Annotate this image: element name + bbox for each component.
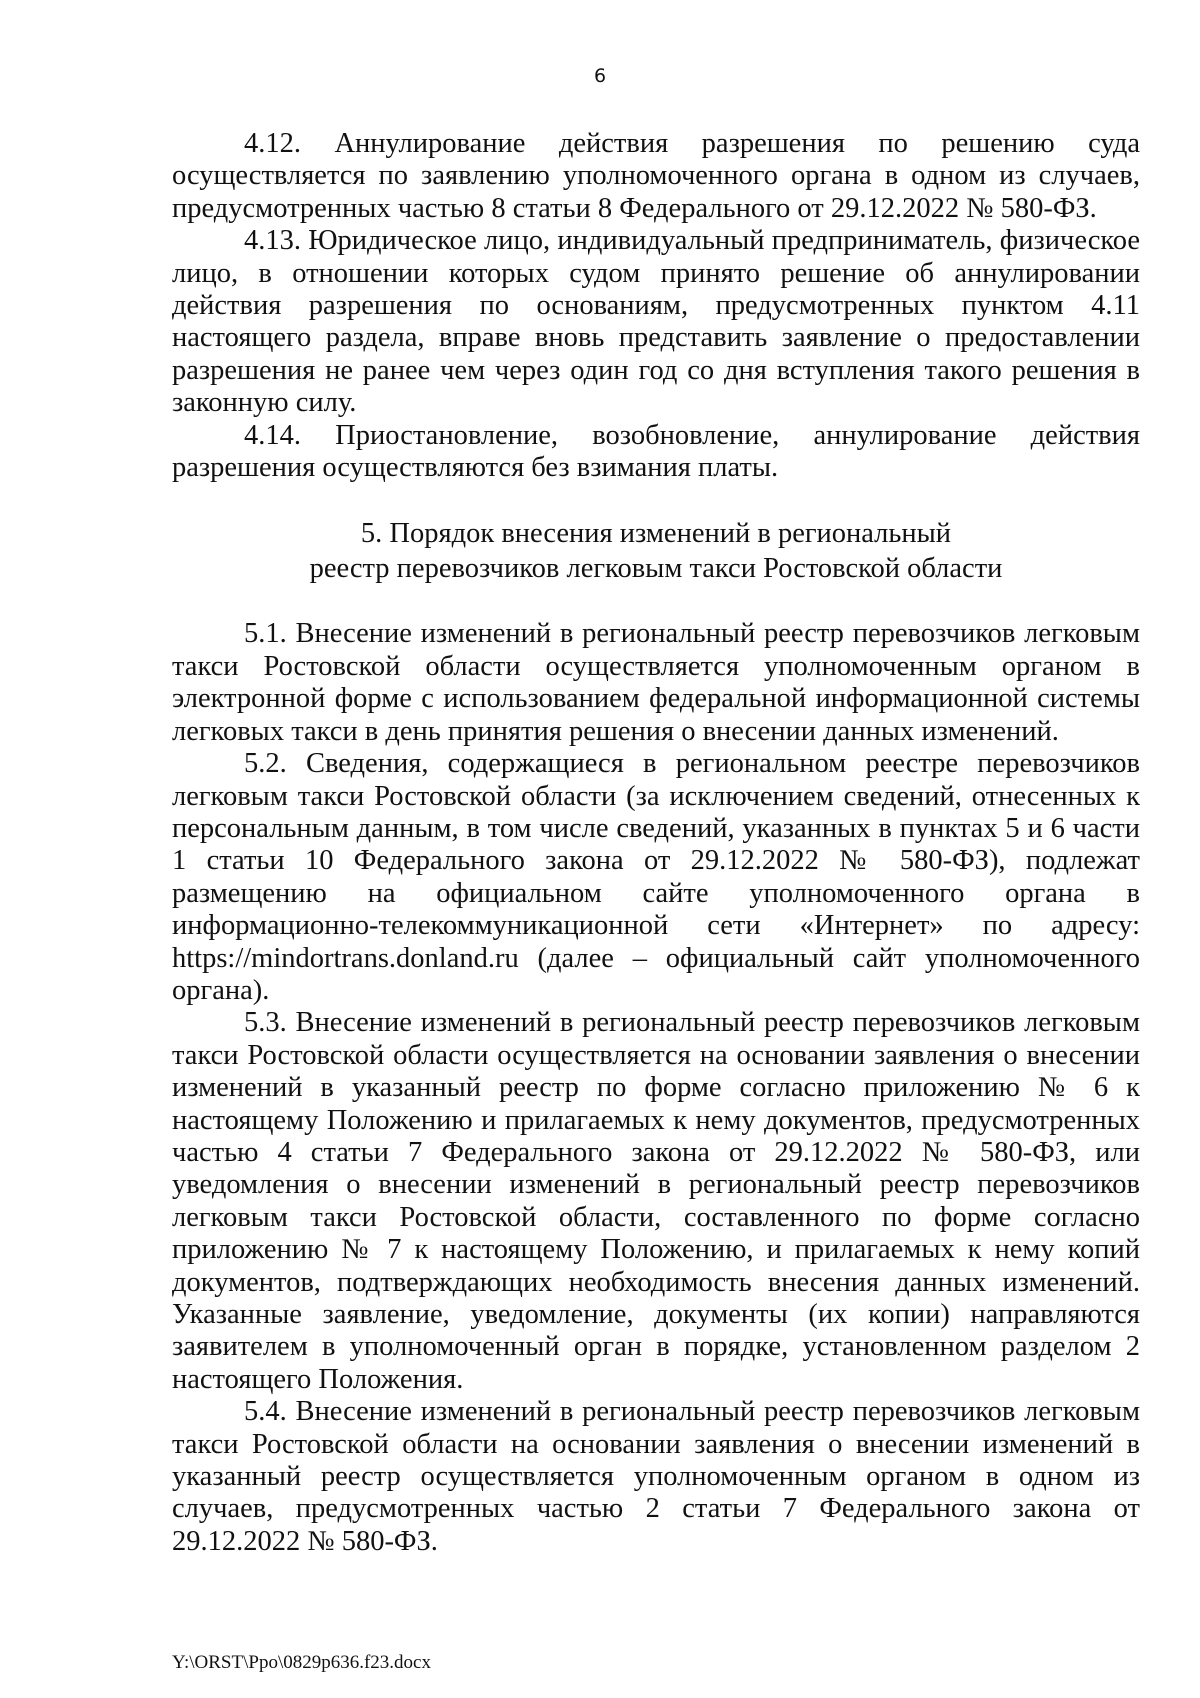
paragraph-5-2: 5.2. Сведения, содержащиеся в региональном реестре перевозчиков легковым такси Ростовской области (за исключением сведений, отнесенных к персональным данным, в том числе сведений, указанных в пунктах 5 и 6 части 1 статьи 10 Федерального закона от 29.12.2022 № 580-ФЗ), подлежат размещению на официальном сайте уполномоченного органа в информационно-телекоммуникационной сети «Интернет» по адресу: https://mindortrans.donland.ru (далее – официальный сайт уполномоченного органа).	[172, 748, 1140, 1006]
paragraph-5-4: 5.4. Внесение изменений в региональный реестр перевозчиков легковым такси Ростовской области на основании заявления о внесении изменений в указанный реестр осуществляется уполномоченным органом в одном из случаев, предусмотренных частью 2 статьи 7 Федерального закона от 29.12.2022 № 580-ФЗ.	[172, 1396, 1140, 1557]
paragraph-5-3: 5.3. Внесение изменений в региональный реестр перевозчиков легковым такси Ростовской области осуществляется на основании заявления о внесении изменений в указанный реестр по форме согласно приложению № 6 к настоящему Положению и прилагаемых к нему документов, предусмотренных частью 4 статьи 7 Федерального закона от 29.12.2022 № 580-ФЗ, или уведомления о внесении изменений в региональный реестр перевозчиков легковым такси Ростовской области, составленного по форме согласно приложению № 7 к настоящему Положению, и прилагаемых к нему копий документов, подтверждающих необходимость внесения данных изменений. Указанные заявление, уведомление, документы (их копии) направляются заявителем в уполномоченный орган в порядке, установленном разделом 2 настоящего Положения.	[172, 1007, 1140, 1395]
document-body	[172, 128, 1140, 1558]
section-heading-line-2: реестр перевозчиков легковым такси Ростовской области	[309, 553, 1003, 585]
paragraph-4-14: 4.14. Приостановление, возобновление, аннулирование действия разрешения осуществляются без взимания платы.	[172, 419, 1140, 484]
paragraph-4-12: 4.12. Аннулирование действия разрешения по решению суда осуществляется по заявлению уполномоченного органа в одном из случаев, предусмотренных частью 8 статьи 8 Федерального от 29.12.2022 № 580-ФЗ.	[172, 128, 1140, 224]
paragraph-4-13: 4.13. Юридическое лицо, индивидуальный предприниматель, физическое лицо, в отношении которых судом принято решение об аннулировании действия разрешения по основаниям, предусмотренных пунктом 4.11 настоящего раздела, вправе вновь представить заявление о предоставлении разрешения не ранее чем через один год со дня вступления такого решения в законную силу.	[172, 225, 1140, 419]
page-number: 6	[593, 65, 607, 87]
paragraph-5-1: 5.1. Внесение изменений в региональный реестр перевозчиков легковым такси Ростовской области осуществляется уполномоченным органом в электронной форме с использованием федеральной информационной системы легковых такси в день принятия решения о внесении данных изменений.	[172, 618, 1140, 747]
section-5-heading	[172, 516, 1140, 586]
footer-file-path: Y:\ORST\Ppo\0829p636.f23.docx	[172, 1652, 431, 1673]
section-heading-line-1: 5. Порядок внесения изменений в региональный	[360, 518, 952, 550]
